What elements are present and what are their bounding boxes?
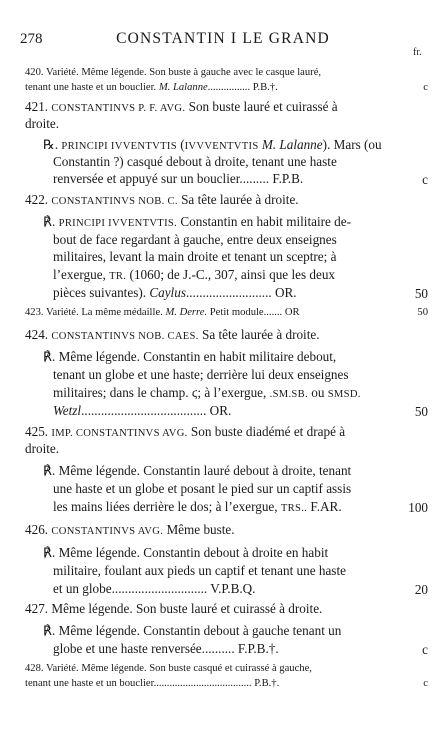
running-title: CONSTANTIN I LE GRAND bbox=[116, 30, 330, 47]
entry-426-price: 20 bbox=[414, 582, 428, 597]
entry-423-price: 50 bbox=[417, 307, 428, 318]
entry-425-reverse-1: ℟. Même légende. Constantin lauré debout à droite, tenant bbox=[43, 463, 352, 478]
entry-421-reverse-2: Constantin ?) casqué debout à droite, tenant une haste bbox=[53, 154, 337, 169]
entry-426-reverse-2: militaire, foulant aux pieds un captif et tenant une haste bbox=[53, 563, 346, 578]
entry-428-price: c bbox=[423, 678, 428, 689]
entry-428-line-1: 428. Variété. Même légende. Son buste casqué et cuirassé à gauche, bbox=[25, 663, 312, 674]
entry-421-reverse-1: ℞. PRINCIPI IVVENTVTIS (IVVVENTVTIS M. Lalanne). Mars (ou bbox=[43, 137, 382, 152]
entry-424-reverse-3: militaires; dans le champ. ϛ; à l’exergue, .SM.SB. ou SMSD. bbox=[53, 385, 361, 400]
entry-424-price: 50 bbox=[414, 404, 428, 419]
entry-426-reverse-3: et un globe............................. V.P.B.Q. bbox=[53, 581, 256, 596]
entry-422-reverse-5: pièces suivantes). Caylus.......................... OR. bbox=[53, 285, 297, 300]
entry-427-reverse-1: ℟. Même légende. Constantin debout à gauche tenant un bbox=[43, 623, 342, 638]
entry-426-reverse-1: ℟. Même légende. Constantin debout à droite en habit bbox=[43, 545, 329, 560]
entry-423-line: 423. Variété. La même médaille. M. Derre. Petit module....... OR bbox=[25, 307, 300, 318]
entry-420-line-1: 420. Variété. Même légende. Son buste à gauche avec le casque lauré, bbox=[25, 67, 322, 78]
entry-421-price: c bbox=[422, 172, 428, 187]
entry-424-obverse: 424. CONSTANTINVS NOB. CAES. Sa tête laurée à droite. bbox=[25, 327, 320, 342]
entry-420-price: c bbox=[423, 82, 428, 93]
entry-427-reverse-2: globe et une haste renversée.......... F.P.B.†. bbox=[53, 641, 279, 656]
entry-422-reverse-2: bout de face regardant à gauche, entre deux enseignes bbox=[53, 232, 337, 247]
entry-427-price: c bbox=[422, 642, 428, 657]
entry-421-obverse-2: droite. bbox=[25, 116, 60, 131]
entry-426-obverse: 426. CONSTANTINVS AVG. Même buste. bbox=[25, 522, 235, 537]
price-column-label: fr. bbox=[413, 47, 422, 58]
entry-428-line-2: tenant une haste et un bouclier..................................... P.B.†. bbox=[25, 678, 280, 689]
entry-425-obverse-2: droite. bbox=[25, 441, 60, 456]
entry-421-reverse-3: renversée et appuyé sur un bouclier......... F.P.B. bbox=[53, 171, 304, 186]
entry-424-reverse-2: tenant un globe et une haste; derrière lui deux enseignes bbox=[53, 367, 349, 382]
entry-425-obverse: 425. IMP. CONSTANTINVS AVG. Son buste diadémé et drapé à bbox=[25, 424, 346, 439]
entry-424-reverse-4: Wetzl...................................... OR. bbox=[53, 403, 232, 418]
entry-421-obverse: 421. CONSTANTINVS P. F. AVG. Son buste lauré et cuirassé à bbox=[25, 99, 338, 114]
page-number: 278 bbox=[20, 31, 43, 47]
entry-425-price: 100 bbox=[408, 500, 428, 515]
entry-427-obverse: 427. Même légende. Son buste lauré et cuirassé à droite. bbox=[25, 601, 323, 616]
entry-420-line-2: tenant une haste et un bouclier. M. Lalanne................ P.B.†. bbox=[25, 82, 278, 93]
entry-425-reverse-3: les mains liées derrière le dos; à l’exergue, TRS.. F.AR. bbox=[53, 499, 342, 514]
entry-425-reverse-2: une haste et un globe et posant le pied sur un captif assis bbox=[53, 481, 352, 496]
entry-424-reverse-1: ℟. Même légende. Constantin en habit militaire debout, bbox=[43, 349, 337, 364]
entry-422-price: 50 bbox=[414, 286, 428, 301]
entry-422-reverse-1: ℟. PRINCIPI IVVENTVTIS. Constantin en habit militaire de- bbox=[43, 214, 352, 229]
entry-422-reverse-3: militaires, levant la main droite et tenant un sceptre; à bbox=[53, 249, 337, 264]
entry-422-reverse-4: l’exergue, TR. (1060; de J.-C., 307, ainsi que les deux bbox=[53, 267, 336, 282]
entry-422-obverse: 422. CONSTANTINVS NOB. C. Sa tête laurée à droite. bbox=[25, 192, 299, 207]
